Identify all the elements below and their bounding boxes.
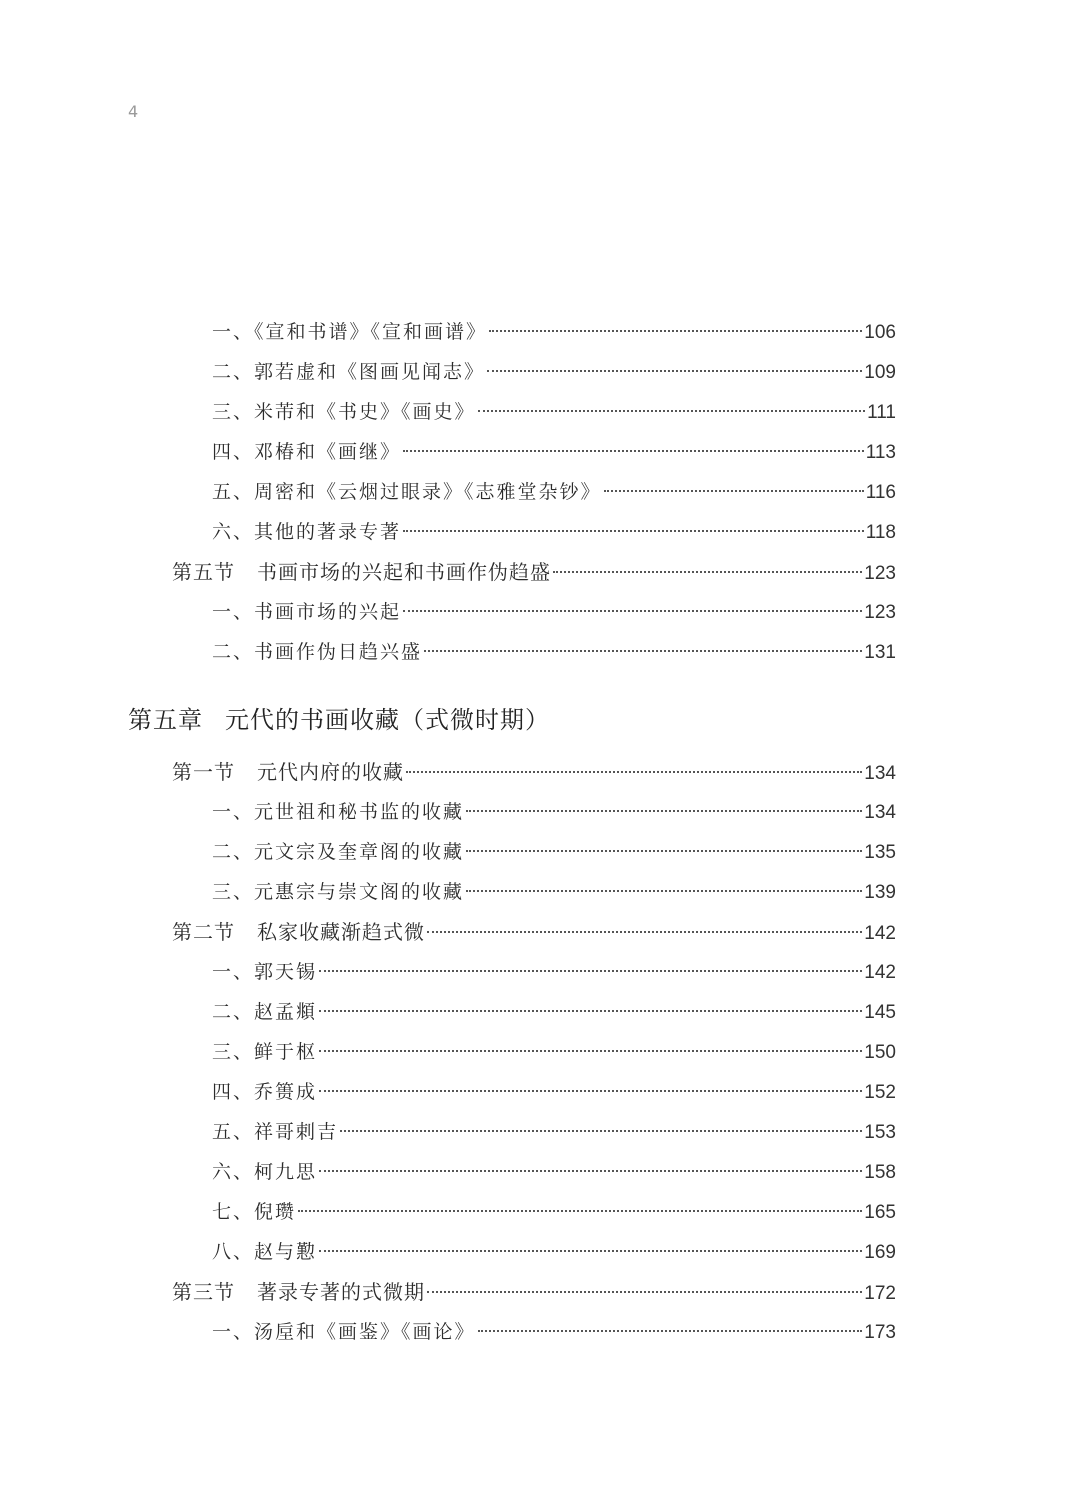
toc-item-entry	[0, 1152, 896, 1192]
section-title: 元代内府的收藏	[257, 760, 404, 784]
toc-item-entry	[0, 472, 896, 512]
toc-entry-label	[172, 752, 404, 792]
toc-entry-label: 五、祥哥剌吉	[212, 1121, 339, 1143]
dot-leader	[319, 970, 862, 972]
toc-item-entry	[0, 632, 896, 672]
toc-page-number: 135	[864, 842, 896, 863]
toc-entry-label	[172, 552, 551, 592]
toc-page-number: 172	[864, 1283, 896, 1304]
toc-page-number: 152	[864, 1082, 896, 1103]
toc-item-entry	[0, 432, 896, 472]
toc-part-2	[0, 752, 1080, 1352]
toc-entry-label: 一、汤垕和《画鉴》《画论》	[212, 1321, 476, 1343]
toc-page-number: 131	[864, 642, 896, 663]
dot-leader	[403, 450, 864, 452]
toc-entry-label: 三、鲜于枢	[212, 1041, 318, 1063]
dot-leader	[340, 1130, 862, 1132]
toc-entry-label: 二、郭若虚和《图画见闻志》	[212, 361, 486, 383]
section-title: 私家收藏渐趋式微	[257, 920, 425, 944]
table-of-contents	[0, 312, 1080, 1352]
dot-leader	[406, 771, 862, 773]
toc-item-entry	[0, 1312, 896, 1352]
dot-leader	[466, 810, 862, 812]
toc-entry-label: 三、米芾和《书史》《画史》	[212, 401, 476, 423]
toc-page-number: 106	[864, 322, 896, 343]
toc-item-entry	[0, 952, 896, 992]
toc-page-number: 113	[865, 442, 896, 463]
toc-item-entry	[0, 512, 896, 552]
toc-item-entry	[0, 392, 896, 432]
section-number: 第一节	[172, 760, 235, 784]
toc-entry-label: 四、乔篑成	[212, 1081, 318, 1103]
dot-leader	[478, 1330, 863, 1332]
toc-page-number: 153	[864, 1122, 896, 1143]
toc-page-number: 134	[864, 763, 896, 784]
toc-page-number: 145	[864, 1002, 896, 1023]
dot-leader	[319, 1010, 862, 1012]
toc-page-number: 142	[864, 962, 896, 983]
dot-leader	[487, 370, 862, 372]
dot-leader	[489, 330, 862, 332]
chapter-heading	[0, 696, 1080, 744]
toc-item-entry	[0, 792, 896, 832]
toc-entry-label: 四、邓椿和《画继》	[212, 441, 402, 463]
toc-item-entry	[0, 352, 896, 392]
dot-leader	[403, 610, 862, 612]
toc-page-number: 123	[864, 602, 896, 623]
toc-entry-label	[172, 912, 425, 952]
toc-entry-label: 六、其他的著录专著	[212, 521, 402, 543]
chapter-number: 第五章	[128, 706, 203, 734]
toc-page-number: 116	[865, 482, 896, 503]
dot-leader	[604, 490, 864, 492]
toc-section-entry	[0, 912, 896, 952]
toc-entry-label: 二、元文宗及奎章阁的收藏	[212, 841, 465, 863]
dot-leader	[478, 410, 866, 412]
toc-entry-label: 六、柯九思	[212, 1161, 318, 1183]
toc-item-entry	[0, 872, 896, 912]
dot-leader	[298, 1210, 862, 1212]
toc-item-entry	[0, 1112, 896, 1152]
section-title: 著录专著的式微期	[257, 1280, 425, 1304]
toc-entry-label: 二、赵孟頫	[212, 1001, 318, 1023]
toc-entry-label: 八、赵与懃	[212, 1241, 318, 1263]
page-number: 4	[128, 102, 139, 121]
dot-leader	[319, 1170, 862, 1172]
toc-item-entry	[0, 1072, 896, 1112]
toc-item-entry	[0, 1232, 896, 1272]
toc-page-number: 109	[864, 362, 896, 383]
dot-leader	[319, 1250, 862, 1252]
toc-entry-label: 三、元惠宗与崇文阁的收藏	[212, 881, 465, 903]
dot-leader	[553, 571, 862, 573]
toc-section-entry	[0, 552, 896, 592]
toc-item-entry	[0, 992, 896, 1032]
toc-entry-label: 七、倪瓒	[212, 1201, 297, 1223]
toc-page-number: 111	[867, 402, 896, 423]
toc-page-number: 173	[864, 1322, 896, 1343]
toc-page-number: 142	[864, 923, 896, 944]
toc-section-entry	[0, 752, 896, 792]
toc-entry-label: 一、《宣和书谱》《宣和画谱》	[212, 321, 488, 343]
toc-entry-label: 一、书画市场的兴起	[212, 601, 402, 623]
toc-entry-label	[172, 1272, 425, 1312]
section-title: 书画市场的兴起和书画作伪趋盛	[257, 560, 551, 584]
toc-page-number: 150	[864, 1042, 896, 1063]
section-number: 第二节	[172, 920, 235, 944]
dot-leader	[424, 650, 862, 652]
toc-page-number: 139	[864, 882, 896, 903]
toc-item-entry	[0, 1032, 896, 1072]
toc-page-number: 123	[864, 563, 896, 584]
dot-leader	[427, 1291, 862, 1293]
dot-leader	[427, 931, 862, 933]
dot-leader	[466, 850, 862, 852]
dot-leader	[403, 530, 864, 532]
toc-page-number: 158	[864, 1162, 896, 1183]
toc-entry-label: 五、周密和《云烟过眼录》《志雅堂杂钞》	[212, 481, 602, 503]
toc-item-entry	[0, 832, 896, 872]
toc-item-entry	[0, 592, 896, 632]
toc-page-number: 165	[864, 1202, 896, 1223]
toc-entry-label: 一、元世祖和秘书监的收藏	[212, 801, 465, 823]
toc-item-entry	[0, 312, 896, 352]
section-number: 第三节	[172, 1280, 235, 1304]
toc-part-1	[0, 312, 1080, 672]
dot-leader	[319, 1050, 862, 1052]
toc-entry-label: 一、郭天锡	[212, 961, 318, 983]
toc-section-entry	[0, 1272, 896, 1312]
dot-leader	[466, 890, 862, 892]
toc-entry-label: 二、书画作伪日趋兴盛	[212, 641, 423, 663]
toc-page-number: 169	[864, 1242, 896, 1263]
chapter-title: 元代的书画收藏（式微时期）	[225, 706, 550, 734]
toc-page-number: 118	[865, 522, 896, 543]
toc-page-number: 134	[864, 802, 896, 823]
dot-leader	[319, 1090, 862, 1092]
section-number: 第五节	[172, 560, 235, 584]
toc-item-entry	[0, 1192, 896, 1232]
